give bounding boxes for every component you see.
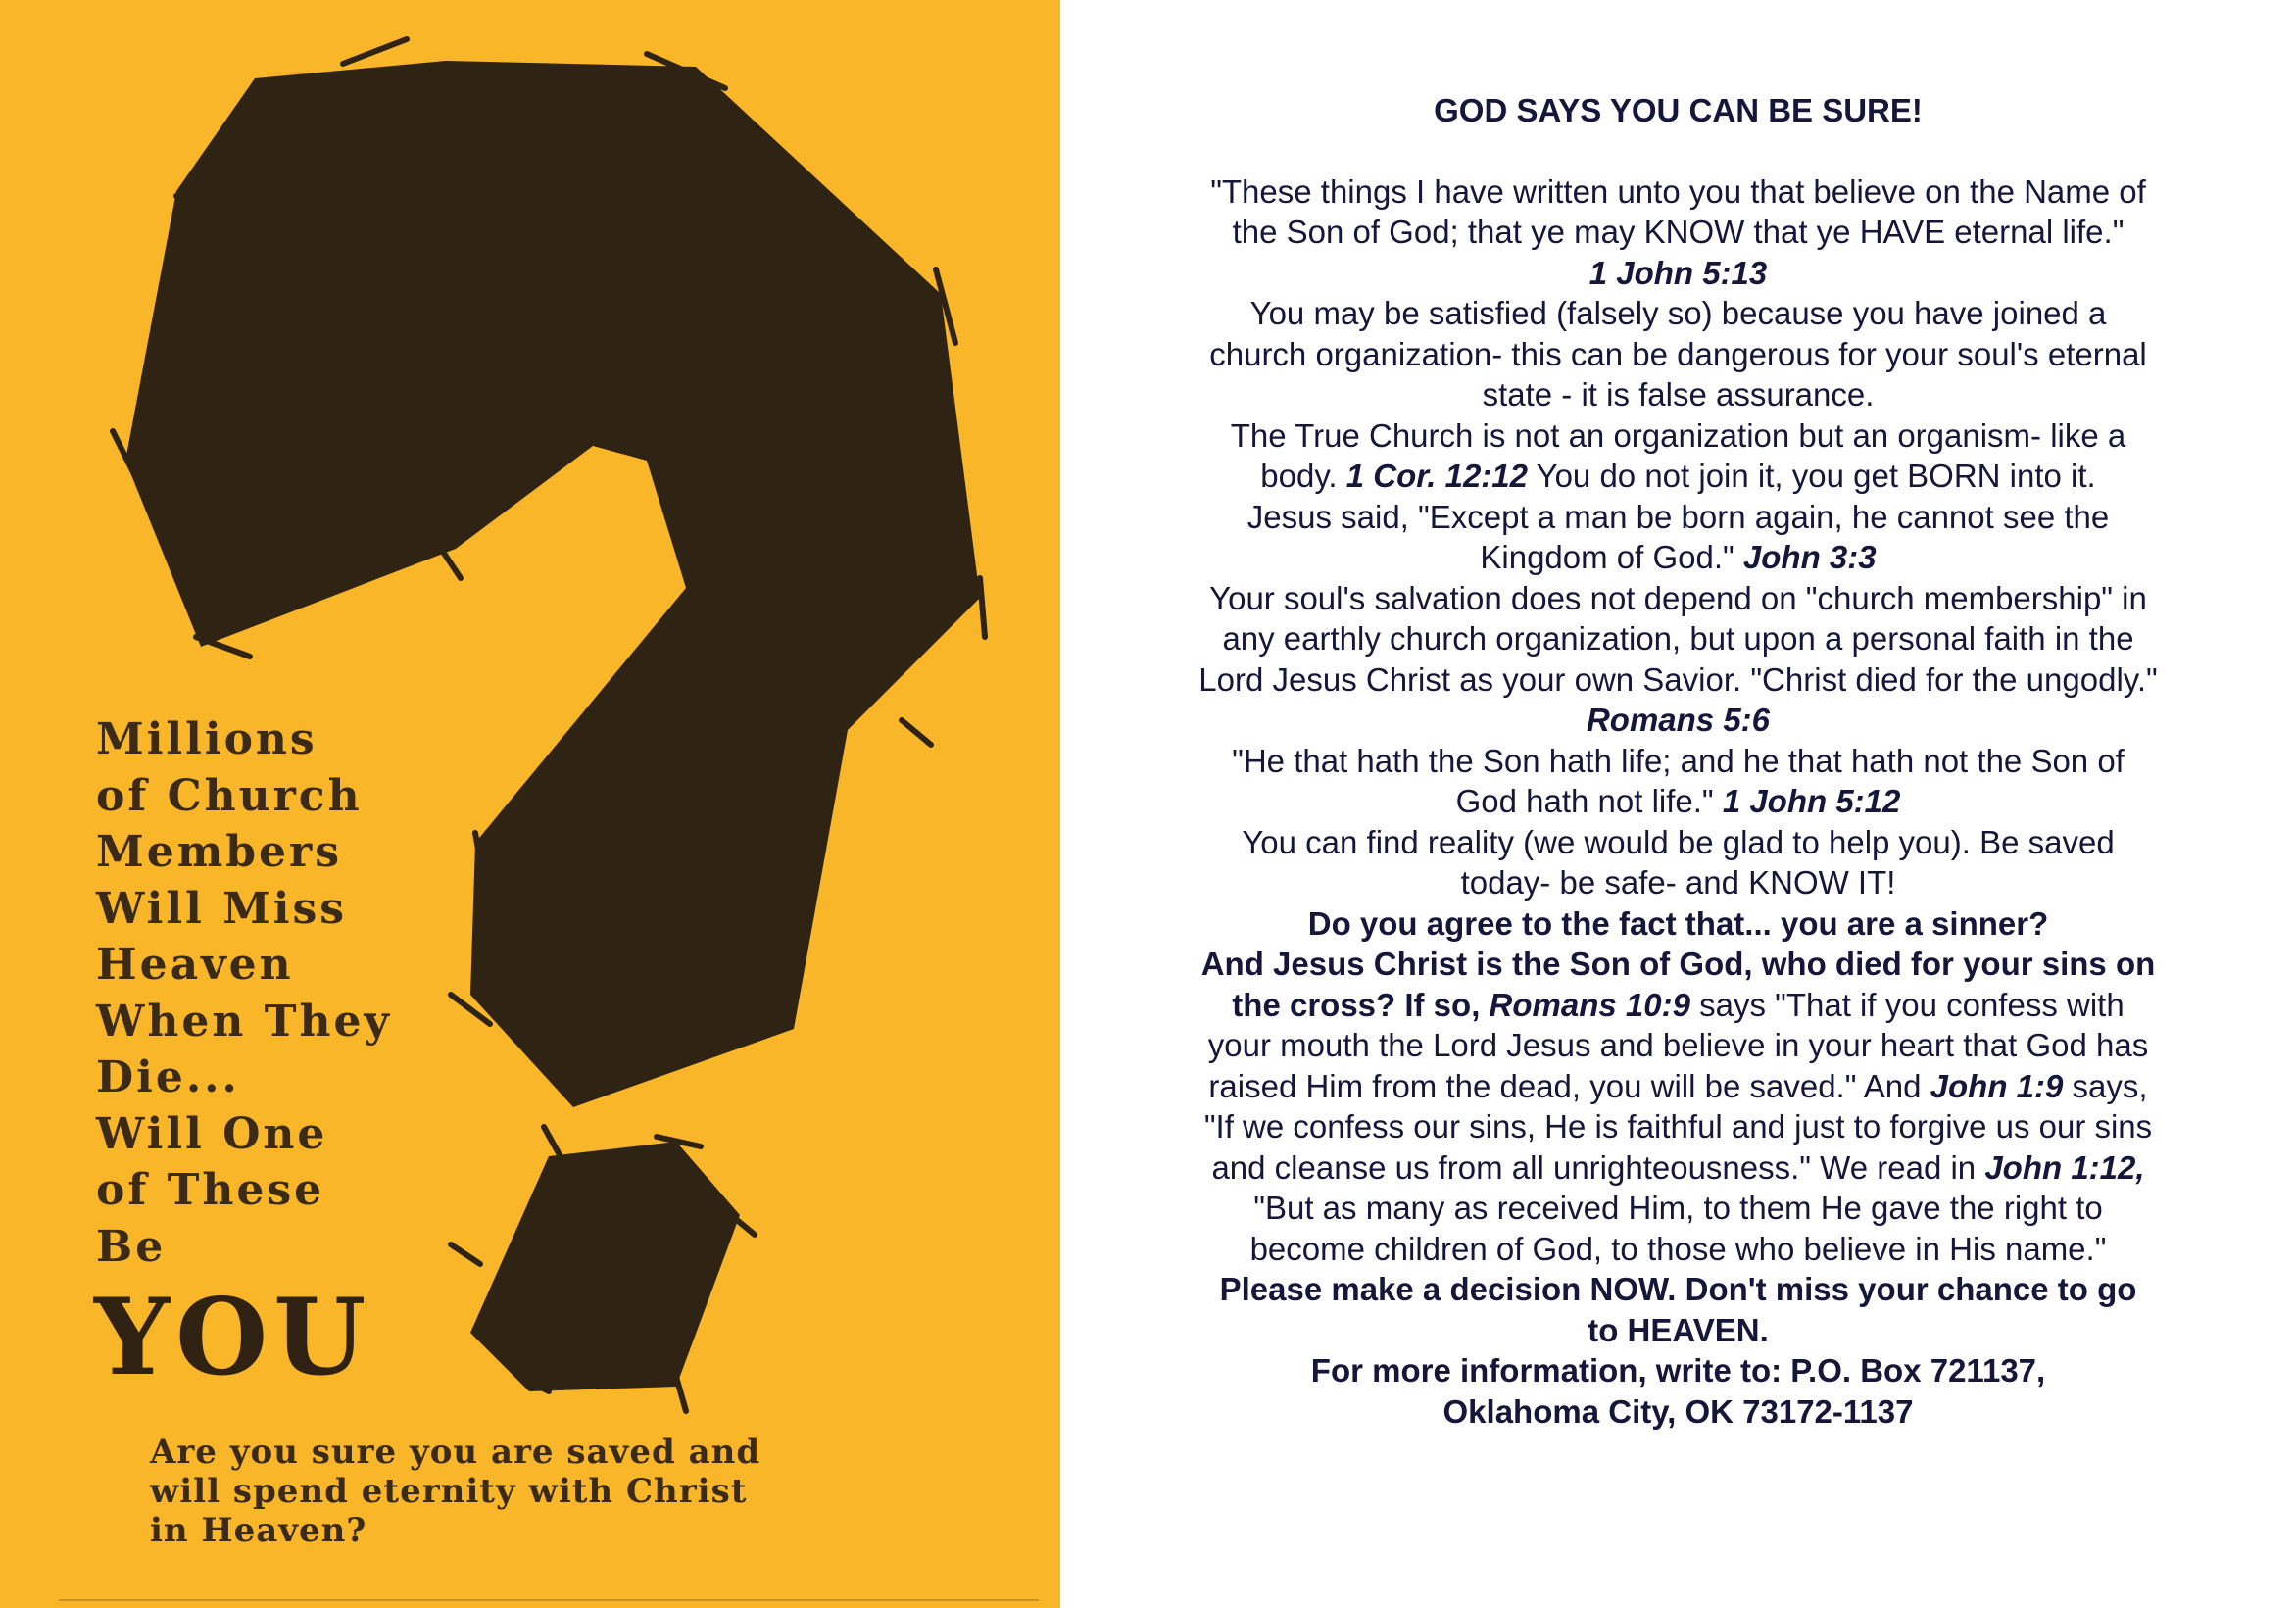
warning-paragraph [1119,293,2237,415]
agree-line: "But as many as received Him, to them He gave the right to [1253,1190,2103,1226]
scripture-reference: 1 John 5:13 [1588,254,1768,291]
true-church-paragraph [1119,415,2237,578]
agree-text: and cleanse us from all unrighteousness." We read in [1211,1148,1985,1186]
decision-line: Please make a decision NOW. Don't miss your chance to go [1219,1271,2137,1307]
question-mark-dot [470,1142,740,1391]
tract-back [1060,0,2296,1608]
reality-line: today- be safe- and KNOW IT! [1460,864,1896,901]
verse-1john-5-13 [1119,171,2237,294]
tract-body [1119,90,2237,1432]
son-line [1119,781,2237,822]
church-line [1119,456,2237,497]
reality-paragraph [1119,822,2237,903]
agree-line [1119,985,2237,1026]
cover-question [150,1433,914,1550]
scripture-reference: 1 John 5:12 [1722,783,1901,819]
son-text: God hath not life." [1455,783,1723,819]
headline-line: Millions [96,714,318,764]
warning-line: You may be satisfied (falsely so) because you have joined a [1249,295,2107,331]
scripture-reference: 1 Cor. 12:12 [1345,458,1529,494]
church-text: You do not join it, you get BORN into it. [1528,458,2096,494]
agree-line: become children of God, to those who believe in His name." [1249,1230,2107,1267]
headline-line: of These [96,1165,325,1215]
headline-line: Members [96,827,342,877]
agree-text: says, [2063,1067,2148,1104]
agree-line: "If we confess our sins, He is faithful and just to forgive us our sins [1203,1108,2153,1145]
headline-line: of Church [96,770,363,821]
scripture-reference: John 1:9 [1930,1067,2064,1104]
scripture-reference: Romans 10:9 [1489,986,1690,1023]
reality-line: You can find reality (we would be glad to help you). Be saved [1242,823,2115,860]
headline-line: When They [96,996,392,1047]
agree-paragraph [1119,903,2237,1270]
warning-line: state - it is false assurance. [1482,376,1875,413]
tract-cover [0,0,1060,1608]
scripture-reference: Romans 5:6 [1586,702,1771,738]
scripture-reference: John 1:12, [1984,1148,2145,1186]
decision-paragraph [1119,1269,2237,1350]
decision-line: to HEAVEN. [1588,1311,1769,1348]
agree-line [1119,1147,2237,1189]
agree-line: Do you agree to the fact that... you are a sinner? [1307,904,2049,942]
contact-line: Oklahoma City, OK 73172-1137 [1442,1392,1914,1430]
church-line: Jesus said, "Except a man be born again, he cannot see the [1246,498,2110,535]
son-paragraph [1119,741,2237,822]
church-text: Kingdom of God." [1480,539,1743,575]
headline-line: Heaven [96,940,294,990]
verse-line: "These things I have written unto you that believe on the Name of [1210,172,2146,210]
contact-line: For more information, write to: P.O. Box 721137, [1310,1352,2046,1389]
question-line: Are you sure you are saved and [150,1433,761,1472]
agree-line: your mouth the Lord Jesus and believe in your heart that God has [1207,1027,2149,1063]
bottom-rule [59,1599,1039,1601]
salvation-line: Your soul's salvation does not depend on "church membership" in [1209,579,2147,616]
headline-line: Will Miss [96,883,348,934]
cover-headline [96,711,392,1275]
church-line: The True Church is not an organization but an organism- like a [1230,416,2126,454]
son-line: "He that hath the Son hath life; and he that hath not the Son of [1232,742,2125,779]
church-text: body. [1260,458,1346,494]
question-line: will spend eternity with Christ [150,1472,748,1511]
church-line [1119,537,2237,578]
agree-text: the cross? If so, [1232,986,1490,1023]
agree-line [1119,1066,2237,1107]
headline-line: Die... [96,1052,240,1102]
question-line: in Heaven? [150,1511,367,1550]
agree-line: And Jesus Christ is the Son of God, who died for your sins on [1200,946,2156,982]
headline-line: Be [96,1221,167,1272]
tract-title: GOD SAYS YOU CAN BE SURE! [1434,92,1923,128]
salvation-line: any earthly church organization, but upon a personal faith in the [1222,620,2134,657]
contact-paragraph [1119,1350,2237,1432]
warning-line: church organization- this can be dangerous for your soul's eternal [1209,335,2147,372]
salvation-line: Lord Jesus Christ as your own Savior. "Christ died for the ungodly." [1198,660,2158,698]
salvation-paragraph [1119,578,2237,741]
scripture-reference: John 3:3 [1742,539,1877,575]
agree-text: raised Him from the dead, you will be saved." And [1208,1067,1930,1104]
cover-emphasis: YOU [94,1276,372,1399]
headline-line: Will One [96,1108,328,1159]
verse-line: the Son of God; that ye may KNOW that ye HAVE eternal life." [1232,214,2125,250]
agree-text: says "That if you confess with [1689,986,2125,1023]
